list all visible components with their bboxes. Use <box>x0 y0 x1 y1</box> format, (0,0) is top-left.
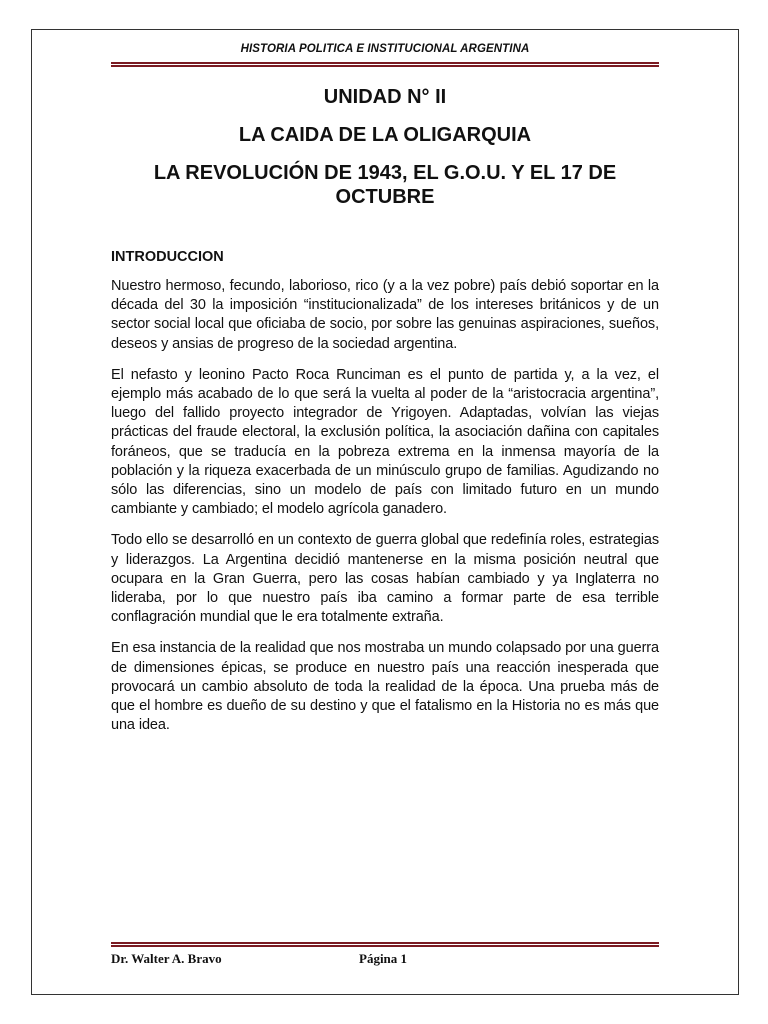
page-number: Página 1 <box>359 951 408 966</box>
chapter-title: LA CAIDA DE LA OLIGARQUIA <box>238 124 532 146</box>
paragraph: El nefasto y leonino Pacto Roca Runciman es el punto de partida y, a la vez, el ejemplo más acabado de lo que será la vuelta al poder de la “aristocracia argentina”, luego del fallido proyecto integrador de Yrigoyen. Adaptadas, volvían las viejas prácticas del fraude electoral, la exclusión política, la asociación dañina con capitales foráneos, que se traducía en la pobreza extrema en la inmensa mayoría de la población y la riqueza exacerbada de un minúsculo grupo de familias. Agudizando no sólo las diferencias, sino un modelo de país con limitado futuro en un mundo cambiante y cambiado; el modelo agrícola ganadero. <box>111 366 659 518</box>
document-page <box>31 29 739 995</box>
paragraph: Todo ello se desarrolló en un contexto de guerra global que redefinía roles, estrategias y liderazgos. La Argentina decidió mantenerse en la misma posición neutral que ocupara en la Gran Guerra, pero las cosas habían cambiado y ya Inglaterra no lideraba, por lo que nuestro país iba camino a formar parte de esa terrible conflagración mundial que le era totalmente extraña. <box>111 532 659 626</box>
footer-author: Dr. Walter A. Bravo <box>111 951 222 966</box>
running-header: HISTORIA POLITICA E INSTITUCIONAL ARGENTINA <box>240 43 530 55</box>
paragraph: En esa instancia de la realidad que nos mostraba un mundo colapsado por una guerra de dimensiones épicas, se produce en nuestro país una reacción inesperada que provocará un cambio absoluto de toda la realidad de la época. Una prueba más de que el hombre es dueño de su destino y que el fatalismo en la Historia no es más que una idea. <box>111 640 659 734</box>
footer-rule <box>111 942 659 947</box>
body-content <box>111 249 659 747</box>
section-heading: INTRODUCCION <box>111 249 224 265</box>
title-block <box>111 85 659 209</box>
paragraph: Nuestro hermoso, fecundo, laborioso, rico (y a la vez pobre) país debió soportar en la década del 30 la imposición “institucionalizada” de los intereses británicos y de un sector social local que oficiaba de socio, por sobre las genuinas aspiraciones, sueños, deseos y ansias de progreso de la sociedad argentina. <box>111 278 659 352</box>
subject-title: LA REVOLUCIÓN DE 1943, EL G.O.U. Y EL 17 DE OCTUBRE <box>153 162 617 208</box>
header-rule <box>111 62 659 67</box>
unit-title: UNIDAD N° II <box>323 86 447 108</box>
